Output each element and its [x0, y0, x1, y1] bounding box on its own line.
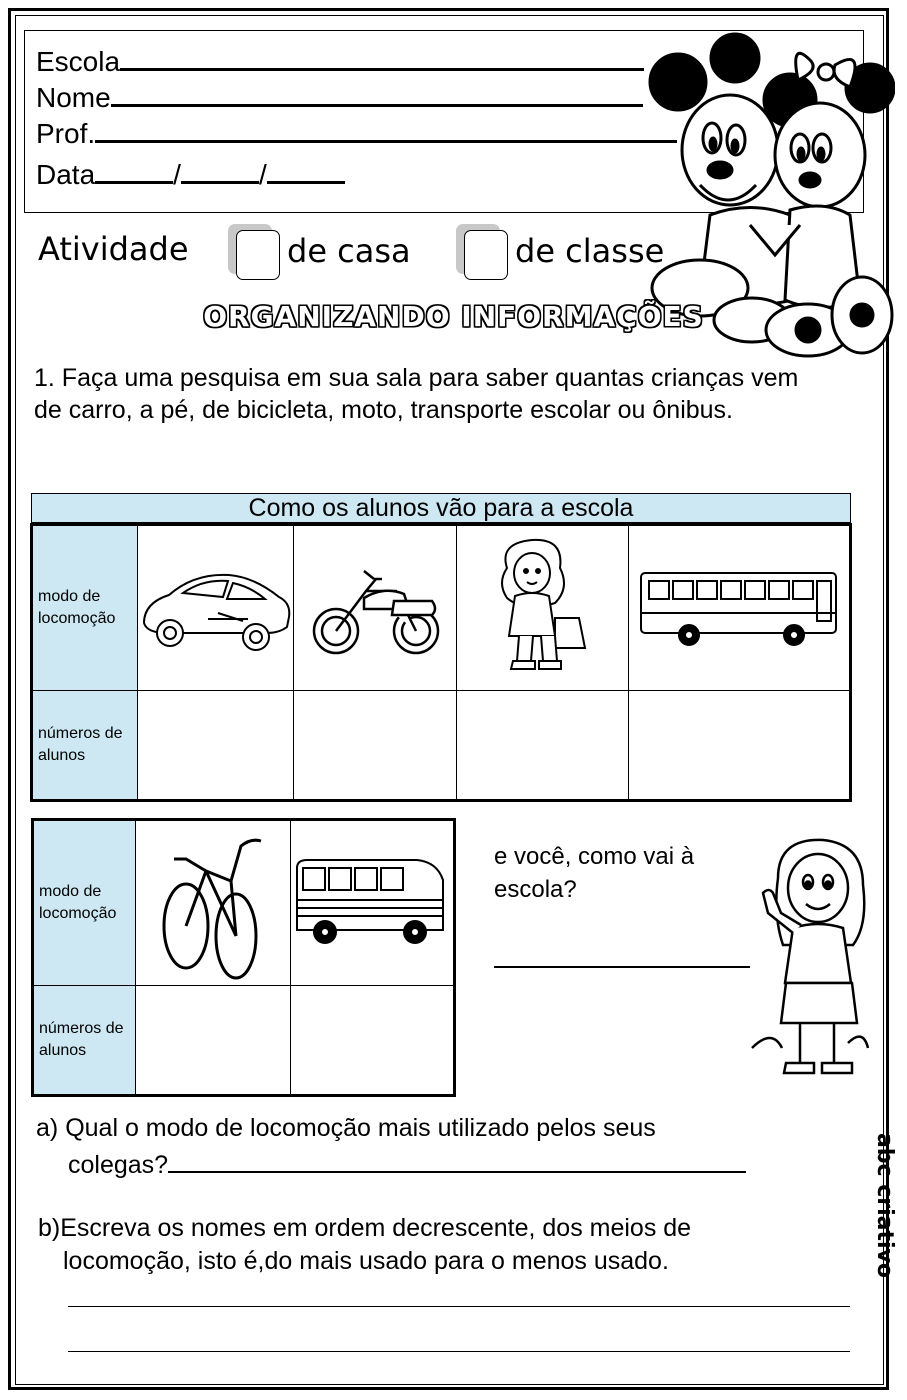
table-2-school-bus-cell: [290, 820, 454, 986]
question-a: [36, 1112, 746, 1182]
table-2: [31, 818, 456, 1097]
girl-illustration: [748, 838, 873, 1088]
table-1-mode-label: modo de locomoção: [32, 525, 138, 691]
school-label: Escola: [36, 46, 121, 77]
table-1-title: Como os alunos vão para a escola: [31, 493, 851, 523]
date-label: Data: [36, 159, 96, 190]
table-1: [30, 523, 852, 802]
table-2-bicycle-count[interactable]: [135, 986, 290, 1096]
bicycle-icon: [136, 826, 286, 981]
question-a-line2: colegas?: [68, 1151, 169, 1179]
brand-text: abc criativo: [872, 1132, 898, 1278]
table-2-mode-label: modo de locomoção: [33, 820, 136, 986]
bus-icon: [629, 563, 844, 653]
activity-label: Atividade: [38, 230, 189, 268]
question-2-answer-line[interactable]: [494, 966, 750, 968]
table-1-bus-count[interactable]: [628, 691, 850, 801]
name-field[interactable]: [36, 80, 643, 115]
table-1-motorcycle-count[interactable]: [293, 691, 456, 801]
table-1-car-count[interactable]: [137, 691, 293, 801]
question-b-line2: locomoção, isto é,do mais usado para o menos usado.: [63, 1247, 669, 1275]
table-1-walking-cell: [456, 525, 628, 691]
table-1-walking-count[interactable]: [456, 691, 628, 801]
date-year-blank[interactable]: [267, 157, 345, 184]
home-checkbox[interactable]: [236, 230, 280, 280]
car-icon: [138, 553, 293, 663]
question-a-line1: Qual o modo de locomoção mais utilizado pelos seus: [65, 1114, 656, 1142]
question-b-answer-line-1[interactable]: [68, 1306, 850, 1307]
home-label: de casa: [287, 232, 411, 270]
date-field[interactable]: [36, 157, 345, 192]
school-field[interactable]: [36, 44, 644, 79]
table-1-motorcycle-cell: [293, 525, 456, 691]
question-a-answer-line[interactable]: [168, 1145, 746, 1173]
date-month-blank[interactable]: [181, 157, 259, 184]
table-1-bus-cell: [628, 525, 850, 691]
table-1-count-label: números de alunos: [32, 691, 138, 801]
table-2-count-label: números de alunos: [33, 986, 136, 1096]
table-1-car-cell: [137, 525, 293, 691]
teacher-label: Prof.: [36, 118, 96, 149]
date-slash: /: [258, 159, 267, 190]
motorcycle-icon: [294, 553, 454, 663]
question-1: 1. Faça uma pesquisa em sua sala para saber quantas crianças vem de carro, a pé, de bicicleta, moto, transporte escolar ou ônibus.: [34, 364, 799, 424]
date-day-blank[interactable]: [95, 157, 173, 184]
name-label: Nome: [36, 82, 111, 113]
class-checkbox[interactable]: [464, 230, 508, 280]
name-blank[interactable]: [111, 80, 643, 107]
teacher-blank[interactable]: [95, 116, 677, 143]
question-b-line1: b)Escreva os nomes em ordem decrescente, dos meios de: [38, 1214, 692, 1242]
teacher-field[interactable]: [36, 116, 677, 151]
question-a-prefix: a): [36, 1114, 59, 1142]
walking-girl-icon: [487, 538, 597, 678]
school-bus-icon: [291, 848, 451, 958]
table-2-bicycle-cell: [135, 820, 290, 986]
school-blank[interactable]: [120, 44, 644, 71]
class-label: de classe: [515, 232, 665, 270]
question-b: [38, 1212, 691, 1278]
page-title: ORGANIZANDO INFORMAÇÕES: [203, 300, 704, 333]
table-2-school-bus-count[interactable]: [290, 986, 454, 1096]
brand-logo: [870, 1115, 900, 1295]
question-2: e você, como vai à escola?: [494, 843, 695, 903]
date-slash: /: [173, 159, 181, 190]
question-b-answer-line-2[interactable]: [68, 1351, 850, 1352]
